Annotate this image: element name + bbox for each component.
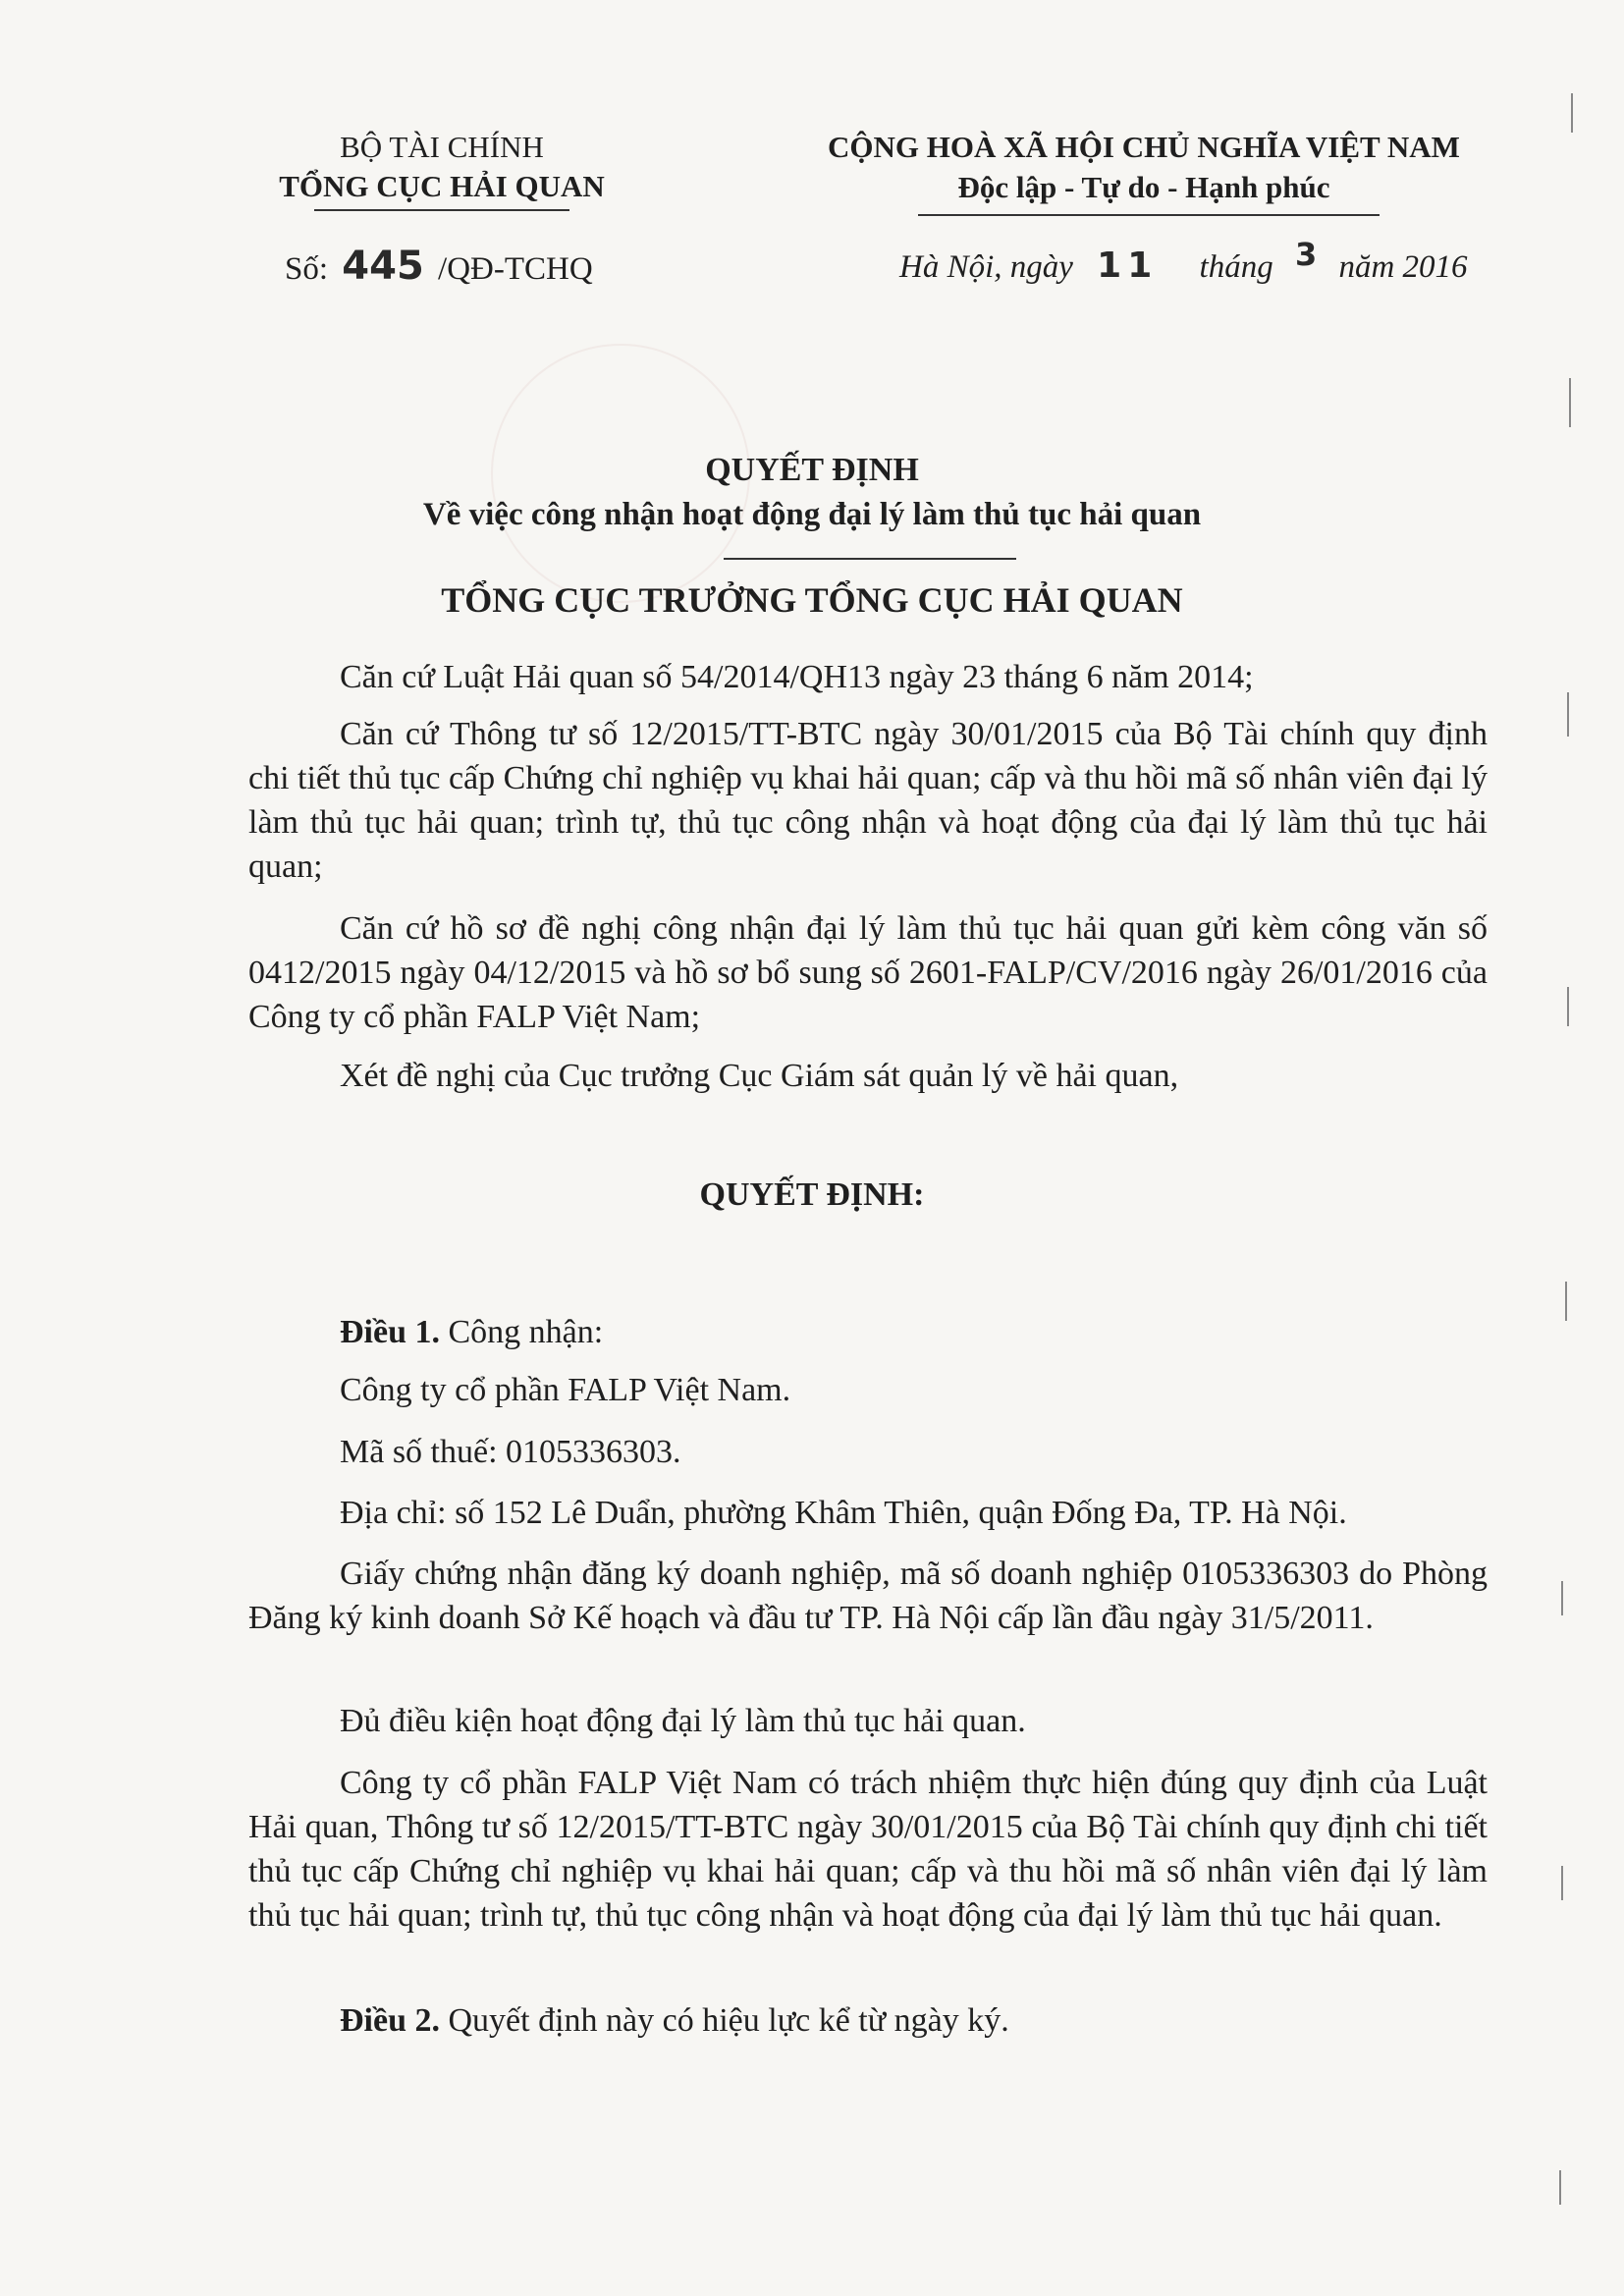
article-2-label: Điều 2. xyxy=(340,2002,440,2039)
scan-edge-mark xyxy=(1559,2170,1561,2205)
date-month-handwritten: 3 xyxy=(1294,236,1318,273)
date-prefix: Hà Nội, ngày xyxy=(899,249,1073,285)
authority-heading: TỔNG CỤC TRƯỞNG TỔNG CỤC HẢI QUAN xyxy=(441,580,1183,620)
number-handwritten: 445 xyxy=(342,244,424,289)
org-line-department: TỔNG CỤC HẢI QUAN xyxy=(279,169,605,203)
scan-edge-mark xyxy=(1567,987,1569,1026)
org-underline xyxy=(314,209,569,211)
scan-edge-mark xyxy=(1567,692,1569,737)
number-prefix: Số: xyxy=(285,251,329,287)
date-day-handwritten: 11 xyxy=(1097,246,1159,286)
nation-motto: Độc lập - Tự do - Hạnh phúc xyxy=(957,170,1330,204)
document-number xyxy=(285,244,593,289)
date-year: năm 2016 xyxy=(1338,249,1468,285)
article-1-text: Công nhận: xyxy=(448,1314,604,1350)
article-1-label: Điều 1. xyxy=(340,1314,440,1350)
decision-subject: Về việc công nhận hoạt động đại lý làm thủ tục hải quan xyxy=(422,497,1202,532)
scan-edge-mark xyxy=(1565,1282,1567,1321)
article-1-line xyxy=(340,1310,603,1354)
article-1-tax-code: Mã số thuế: 0105336303. xyxy=(340,1434,681,1470)
org-line-ministry: BỘ TÀI CHÍNH xyxy=(340,130,544,164)
scan-edge-mark xyxy=(1569,378,1571,427)
preamble-dossier: Căn cứ hồ sơ đề nghị công nhận đại lý làm thủ tục hải quan gửi kèm công văn số 0412/2015 ngày 04/12/2015 và hồ sơ bổ sung số 2601-FALP/CV/2016 ngày 26/01/2016 của Công ty cổ phần FALP Việt Nam; xyxy=(248,910,1488,1035)
preamble-law: Căn cứ Luật Hải quan số 54/2014/QH13 ngày 23 tháng 6 năm 2014; xyxy=(340,659,1254,695)
scan-edge-mark xyxy=(1561,1581,1563,1615)
preamble-proposal: Xét đề nghị của Cục trưởng Cục Giám sát quản lý về hải quan, xyxy=(340,1058,1179,1094)
scan-edge-mark xyxy=(1561,1866,1563,1900)
article-1-company: Công ty cổ phần FALP Việt Nam. xyxy=(340,1372,791,1408)
number-suffix: /QĐ-TCHQ xyxy=(438,251,593,287)
article-2-text: Quyết định này có hiệu lực kể từ ngày ký. xyxy=(448,2002,1009,2039)
article-1-eligible: Đủ điều kiện hoạt động đại lý làm thủ tục hải quan. xyxy=(340,1703,1026,1739)
nation-title: CỘNG HOÀ XÃ HỘI CHỦ NGHĨA VIỆT NAM xyxy=(828,130,1460,164)
decision-heading: QUYẾT ĐỊNH: xyxy=(699,1176,925,1213)
decision-title: QUYẾT ĐỊNH xyxy=(705,452,919,488)
title-underline xyxy=(724,558,1016,560)
preamble-circular: Căn cứ Thông tư số 12/2015/TT-BTC ngày 30/01/2015 của Bộ Tài chính quy định chi tiết thủ tục cấp Chứng chỉ nghiệp vụ khai hải quan; cấp và thu hồi mã số nhân viên đại lý làm thủ tục hải quan; trình tự, thủ tục công nhận và hoạt động của đại lý làm thủ tục hải quan; xyxy=(248,716,1488,885)
motto-underline xyxy=(918,214,1380,216)
date-month-label: tháng xyxy=(1199,249,1273,285)
article-1-license: Giấy chứng nhận đăng ký doanh nghiệp, mã số doanh nghiệp 0105336303 do Phòng Đăng ký kinh doanh Sở Kế hoạch và đầu tư TP. Hà Nội cấp lần đầu ngày 31/5/2011. xyxy=(248,1556,1488,1636)
article-1-address: Địa chỉ: số 152 Lê Duẩn, phường Khâm Thiên, quận Đống Đa, TP. Hà Nội. xyxy=(340,1495,1347,1531)
scan-edge-mark xyxy=(1571,93,1573,133)
date-line xyxy=(899,236,1468,286)
article-1-responsibility: Công ty cổ phần FALP Việt Nam có trách nhiệm thực hiện đúng quy định của Luật Hải quan, Thông tư số 12/2015/TT-BTC ngày 30/01/2015 của Bộ Tài chính quy định chi tiết thủ tục cấp Chứng chỉ nghiệp vụ khai hải quan; cấp và thu hồi mã số nhân viên đại lý làm thủ tục hải quan; trình tự, thủ tục công nhận và hoạt động của đại lý làm thủ tục hải quan. xyxy=(248,1765,1488,1934)
article-2-line xyxy=(340,1998,1009,2043)
